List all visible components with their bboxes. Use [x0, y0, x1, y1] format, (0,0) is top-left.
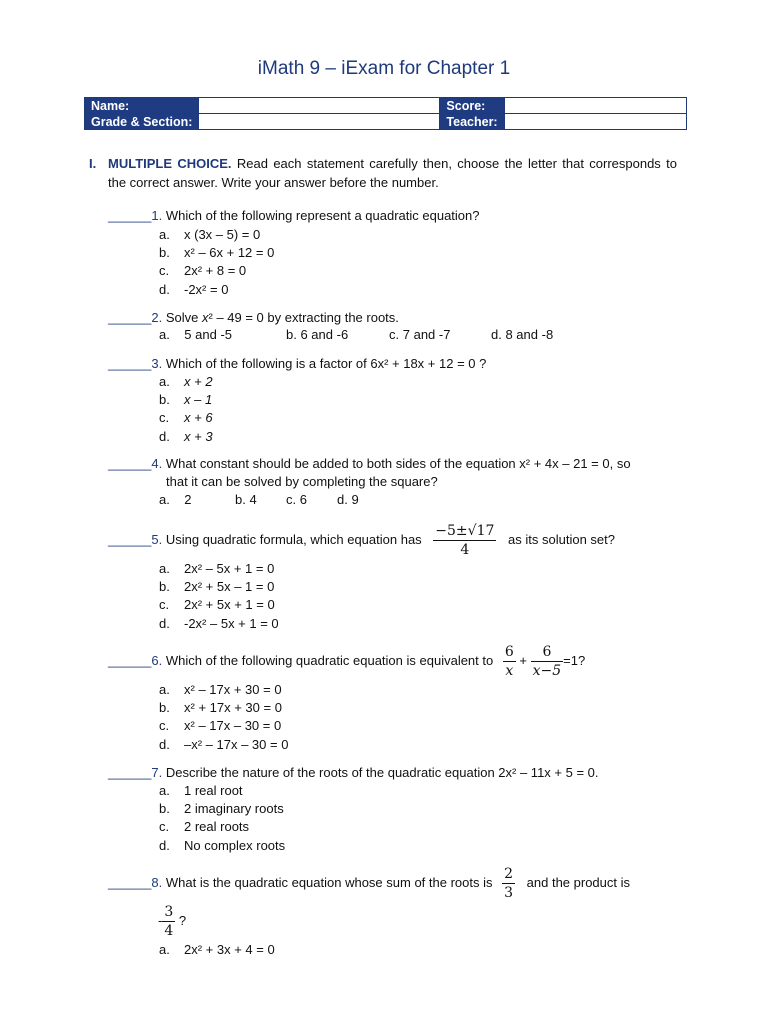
section-heading: MULTIPLE CHOICE.	[108, 156, 232, 171]
grade-section-field[interactable]	[199, 114, 440, 130]
option-a[interactable]: a. 2	[159, 492, 192, 507]
question-number: 4.	[151, 456, 163, 471]
answer-blank[interactable]: ______	[108, 456, 152, 471]
teacher-label: Teacher:	[440, 114, 504, 130]
question-4	[108, 455, 631, 473]
plus-sign: +	[519, 653, 527, 668]
solution-fraction: $\frac{-5\pm√17}{4}$	[435, 523, 495, 559]
option-a[interactable]: a. 1 real root	[159, 783, 243, 798]
option-a[interactable]: a. x + 2	[159, 374, 213, 389]
question-number: 7.	[151, 765, 163, 780]
option-c[interactable]: c. 2x² + 5x + 1 = 0	[159, 597, 275, 613]
question-number: 1.	[151, 208, 163, 223]
option-a[interactable]: a. 2x² – 5x + 1 = 0	[159, 561, 275, 576]
option-c[interactable]: c. 2 real roots	[159, 819, 250, 835]
question-text: Solve x² – 49 = 0 by extracting the roots.	[165, 310, 399, 325]
answer-blank[interactable]: ______	[108, 208, 152, 223]
question-text: Which of the following represent a quadratic equation?	[165, 208, 480, 223]
equals-one: =1?	[563, 653, 586, 668]
q1-options	[159, 226, 274, 299]
answer-blank[interactable]: ______	[108, 356, 152, 371]
instructions-text: Read each statement carefully then, choose the letter that corresponds to the correct answer. Write your answer before the number.	[108, 156, 677, 190]
question-number: 3.	[151, 356, 163, 371]
question-number: 2.	[151, 310, 163, 325]
option-b[interactable]: b. 6 and -6	[286, 327, 349, 342]
question-8	[108, 864, 630, 902]
option-a[interactable]: a. 5 and -5	[159, 327, 232, 342]
name-label: Name:	[85, 98, 199, 114]
score-label: Score:	[440, 98, 504, 114]
section-instructions	[108, 154, 677, 192]
option-b[interactable]: b. x² – 6x + 12 = 0	[159, 245, 275, 261]
teacher-field[interactable]	[504, 114, 686, 130]
question-number: 5.	[151, 532, 163, 547]
question-3	[108, 355, 486, 373]
section-multiple-choice	[89, 154, 677, 192]
option-d[interactable]: d. -2x² = 0	[159, 281, 229, 297]
question-text-end: as its solution set?	[508, 532, 615, 547]
question-text: Describe the nature of the roots of the quadratic equation 2x² – 11x + 5 = 0.	[165, 765, 599, 780]
option-c[interactable]: c. 2x² + 8 = 0	[159, 263, 247, 279]
question-text: What is the quadratic equation whose sum of the roots is	[165, 875, 493, 890]
option-c[interactable]: c. x + 6	[159, 410, 213, 426]
option-d[interactable]: d. No complex roots	[159, 837, 286, 853]
question-text: Which of the following quadratic equation is equivalent to	[165, 653, 494, 668]
q5-options	[159, 560, 279, 633]
answer-blank[interactable]: ______	[108, 653, 152, 668]
question-text-end: and the product is	[526, 875, 631, 890]
question-4-line-2: that it can be solved by completing the square?	[166, 474, 438, 489]
answer-blank[interactable]: ______	[108, 765, 152, 780]
question-1	[108, 207, 480, 225]
option-d[interactable]: d. -2x² – 5x + 1 = 0	[159, 615, 279, 631]
option-b[interactable]: b. 2 imaginary roots	[159, 801, 284, 817]
fraction-two-thirds: $\frac{2}{3}$	[504, 866, 514, 902]
student-info-table	[84, 97, 687, 130]
option-d[interactable]: d. 9	[337, 492, 359, 507]
fraction-three-fourths: $\frac{3}{4}$	[164, 904, 174, 940]
question-number: 6.	[151, 653, 163, 668]
answer-blank[interactable]: ______	[108, 310, 152, 325]
option-c[interactable]: c. 7 and -7	[389, 327, 451, 342]
option-a[interactable]: a. x (3x – 5) = 0	[159, 227, 261, 242]
grade-section-label: Grade & Section:	[85, 114, 199, 130]
question-2	[108, 309, 399, 327]
option-a[interactable]: a. x² – 17x + 30 = 0	[159, 682, 282, 697]
question-text: Using quadratic formula, which equation has	[165, 532, 422, 547]
option-d[interactable]: d. –x² – 17x – 30 = 0	[159, 736, 289, 752]
q6-options	[159, 681, 288, 754]
option-b[interactable]: b. 4	[235, 492, 257, 507]
option-b[interactable]: b. x – 1	[159, 392, 213, 408]
option-c[interactable]: c. 6	[286, 492, 307, 507]
fraction-6-over-x: $\frac{6}{x}$	[504, 644, 514, 680]
option-b[interactable]: b. x² + 17x + 30 = 0	[159, 700, 282, 716]
answer-blank[interactable]: ______	[108, 875, 152, 890]
option-d[interactable]: d. x + 3	[159, 428, 213, 444]
question-text-line-1: What constant should be added to both sides of the equation x² + 4x – 21 = 0, so	[165, 456, 631, 471]
option-b[interactable]: b. 2x² + 5x – 1 = 0	[159, 579, 275, 595]
question-text: Which of the following is a factor of 6x² + 18x + 12 = 0 ?	[165, 356, 487, 371]
option-c[interactable]: c. x² – 17x – 30 = 0	[159, 718, 282, 734]
score-field[interactable]	[504, 98, 686, 114]
q7-options	[159, 782, 285, 855]
answer-blank[interactable]: ______	[108, 532, 152, 547]
question-8-product: - $\frac{3}{4}$ ?	[158, 904, 187, 940]
question-5	[108, 521, 615, 559]
fraction-6-over-x-minus-5: $\frac{6}{x-5}$	[532, 644, 562, 680]
question-number: 8.	[151, 875, 163, 890]
name-field[interactable]	[199, 98, 440, 114]
q3-options	[159, 373, 213, 446]
option-a[interactable]: a. 2x² + 3x + 4 = 0	[159, 942, 275, 957]
question-7	[108, 764, 599, 782]
section-number: I.	[89, 156, 97, 171]
q8-options	[159, 941, 275, 959]
question-6	[108, 642, 585, 680]
option-d[interactable]: d. 8 and -8	[491, 327, 554, 342]
exam-title: iMath 9 – iExam for Chapter 1	[257, 58, 511, 79]
